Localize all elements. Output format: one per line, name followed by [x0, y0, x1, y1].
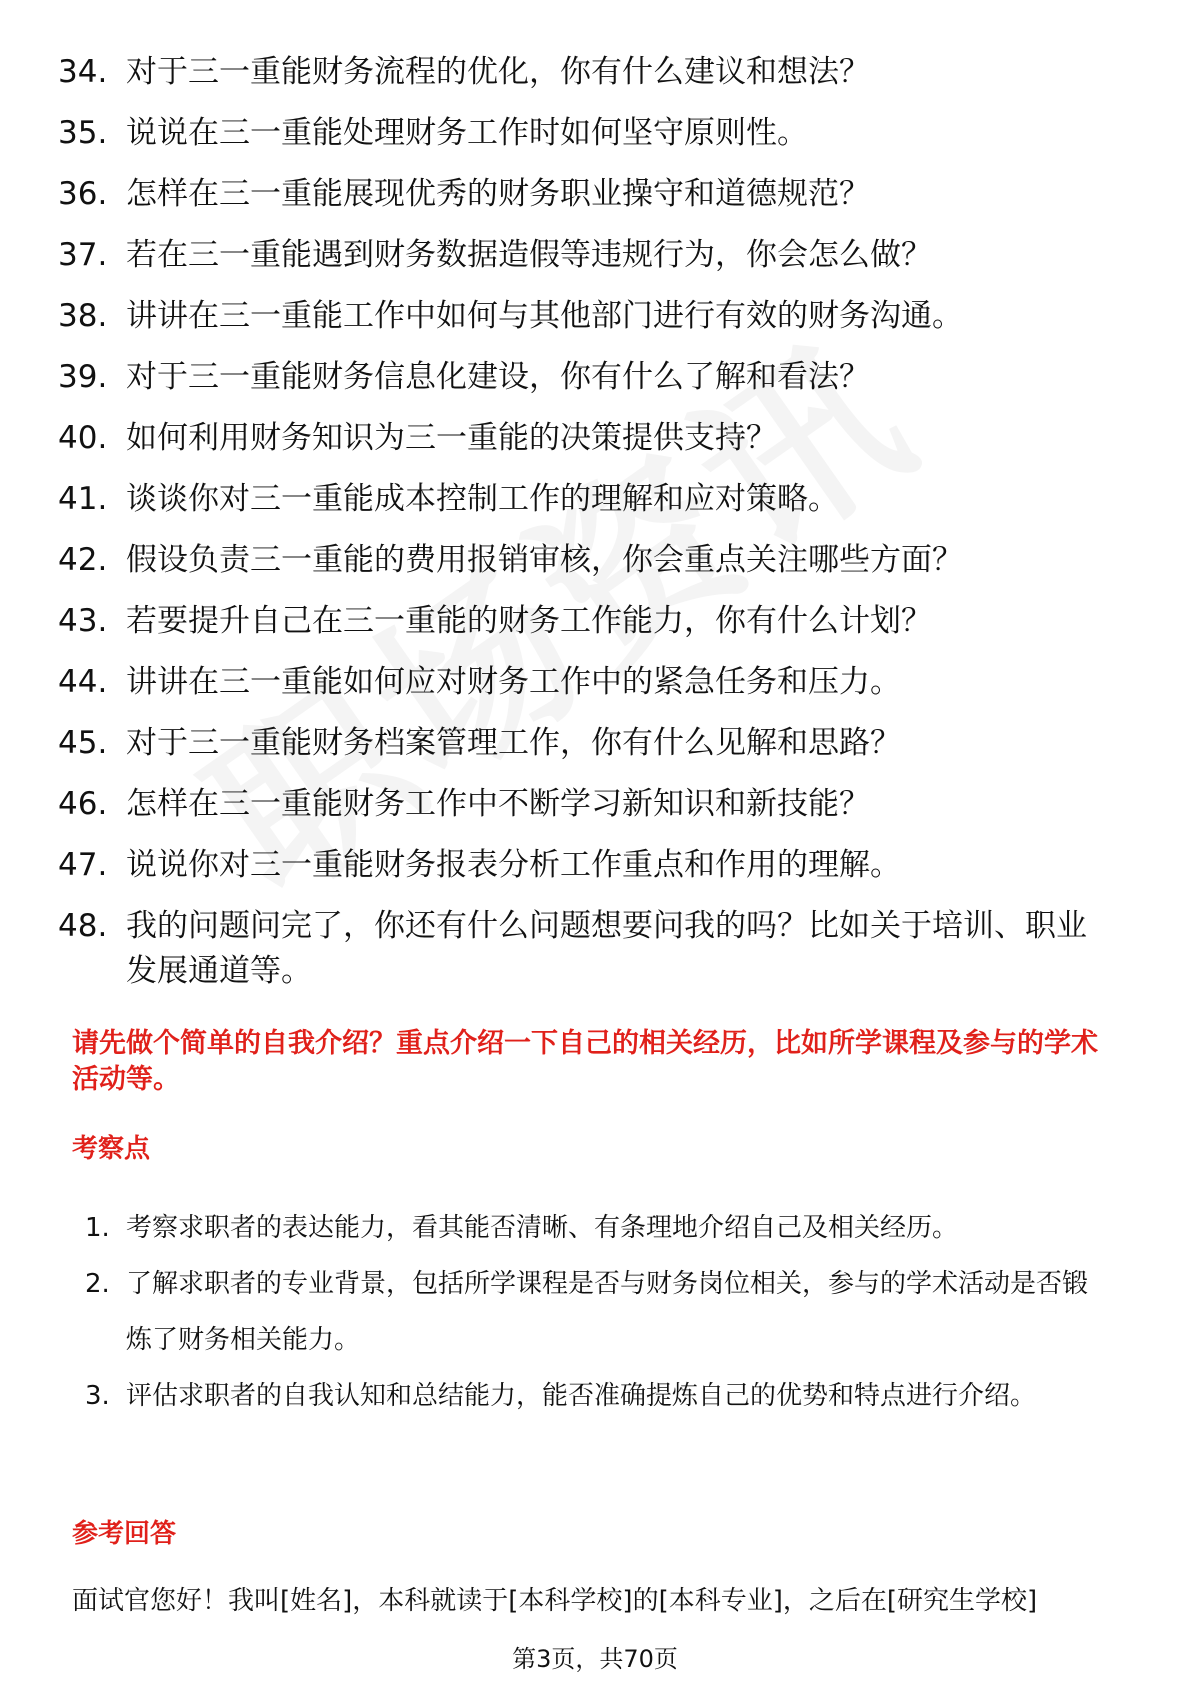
question-text: 若要提升自己在三一重能的财务工作能力，你有什么计划？	[126, 603, 932, 639]
assessment-list	[85, 1200, 1105, 1424]
question-text: 对于三一重能财务档案管理工作，你有什么见解和思路？	[126, 725, 901, 761]
question-item	[58, 294, 1108, 339]
assessment-text: 考察求职者的表达能力，看其能否清晰、有条理地介绍自己及相关经历。	[126, 1213, 959, 1243]
assessment-text: 了解求职者的专业背景，包括所学课程是否与财务岗位相关，参与的学术活动是否锻炼了财务相关能力。	[126, 1269, 1089, 1355]
question-item	[58, 660, 1108, 705]
question-item	[58, 477, 1108, 522]
question-number: 36.	[58, 176, 108, 212]
question-number: 44.	[58, 664, 108, 700]
question-text: 怎样在三一重能展现优秀的财务职业操守和道德规范？	[126, 176, 870, 212]
assessment-item	[85, 1256, 1105, 1368]
question-number: 40.	[58, 420, 108, 456]
question-number: 37.	[58, 237, 108, 273]
question-text: 我的问题问完了，你还有什么问题想要问我的吗？比如关于培训、职业发展通道等。	[126, 908, 1087, 989]
question-item	[58, 50, 1108, 95]
assessment-heading: 考察点	[72, 1134, 151, 1164]
question-text: 如何利用财务知识为三一重能的决策提供支持？	[126, 420, 777, 456]
assessment-number: 3.	[85, 1381, 110, 1411]
page-footer: 第3页，共70页	[512, 1645, 678, 1673]
question-item	[58, 782, 1108, 827]
question-text: 怎样在三一重能财务工作中不断学习新知识和新技能？	[126, 786, 870, 822]
question-text: 对于三一重能财务信息化建设，你有什么了解和看法？	[126, 359, 870, 395]
question-number: 41.	[58, 481, 108, 517]
question-number: 35.	[58, 115, 108, 151]
question-item	[58, 599, 1108, 644]
question-number: 38.	[58, 298, 108, 334]
assessment-number: 2.	[85, 1269, 110, 1299]
question-item	[58, 233, 1108, 278]
question-text: 谈谈你对三一重能成本控制工作的理解和应对策略。	[126, 481, 839, 517]
question-text: 说说你对三一重能财务报表分析工作重点和作用的理解。	[126, 847, 901, 883]
question-text: 若在三一重能遇到财务数据造假等违规行为，你会怎么做？	[126, 237, 932, 273]
question-text: 讲讲在三一重能如何应对财务工作中的紧急任务和压力。	[126, 664, 901, 700]
question-number: 48.	[58, 908, 108, 944]
question-text: 讲讲在三一重能工作中如何与其他部门进行有效的财务沟通。	[126, 298, 963, 334]
question-number: 45.	[58, 725, 108, 761]
reference-answer-heading: 参考回答	[72, 1519, 177, 1549]
question-list	[58, 50, 1108, 1010]
assessment-text: 评估求职者的自我认知和总结能力，能否准确提炼自己的优势和特点进行介绍。	[126, 1381, 1037, 1411]
question-number: 42.	[58, 542, 108, 578]
interview-question-heading: 请先做个简单的自我介绍？重点介绍一下自己的相关经历，比如所学课程及参与的学术活动等。	[72, 1028, 1098, 1095]
question-item	[58, 721, 1108, 766]
question-item	[58, 355, 1108, 400]
question-text: 假设负责三一重能的费用报销审核，你会重点关注哪些方面？	[126, 542, 963, 578]
reference-answer-text: 面试官您好！我叫[姓名]，本科就读于[本科学校]的[本科专业]，之后在[研究生学校]	[72, 1586, 1038, 1616]
assessment-number: 1.	[85, 1213, 110, 1243]
question-text: 说说在三一重能处理财务工作时如何坚守原则性。	[126, 115, 808, 151]
question-item	[58, 904, 1108, 994]
assessment-item	[85, 1368, 1105, 1424]
question-number: 46.	[58, 786, 108, 822]
question-text: 对于三一重能财务流程的优化，你有什么建议和想法？	[126, 54, 870, 90]
question-item	[58, 416, 1108, 461]
question-item	[58, 111, 1108, 156]
assessment-item	[85, 1200, 1105, 1256]
question-item	[58, 538, 1108, 583]
question-item	[58, 843, 1108, 888]
question-number: 39.	[58, 359, 108, 395]
question-item	[58, 172, 1108, 217]
question-number: 34.	[58, 54, 108, 90]
question-number: 43.	[58, 603, 108, 639]
question-number: 47.	[58, 847, 108, 883]
